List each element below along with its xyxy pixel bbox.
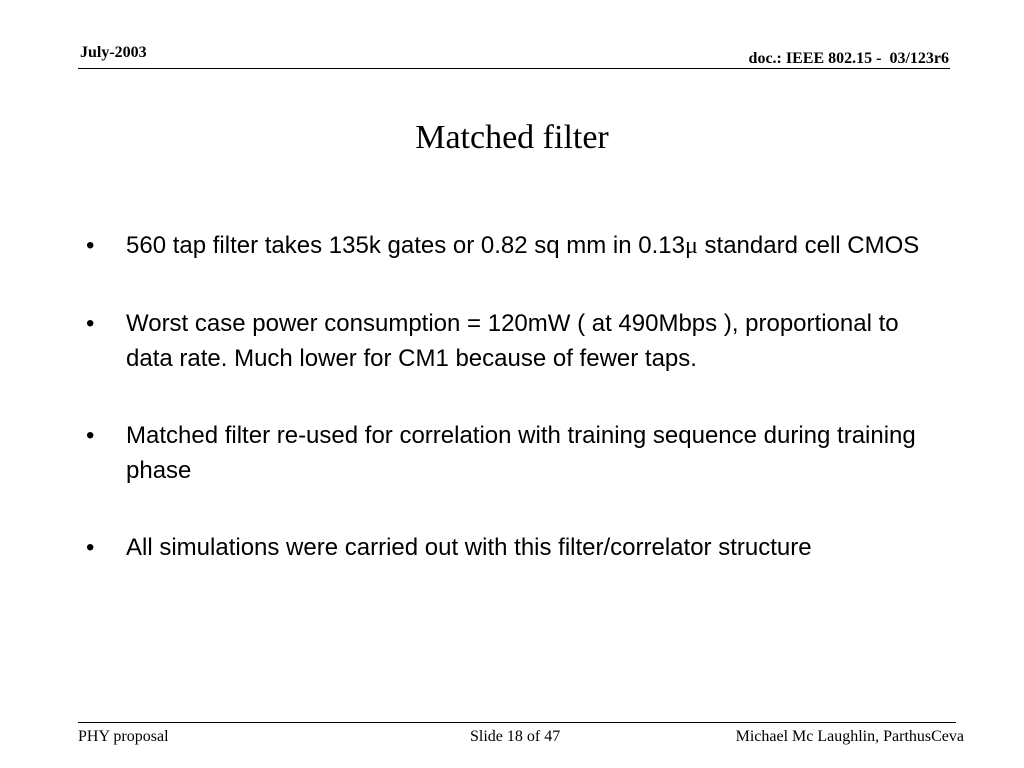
bullet-item [86, 418, 946, 488]
footer-author: Michael Mc Laughlin, ParthusCeva [735, 728, 964, 745]
header-divider [78, 68, 950, 69]
bullet-item [86, 306, 946, 376]
bullet-marker: • [86, 422, 95, 449]
bullet-item [86, 228, 946, 264]
bullet-list [86, 228, 946, 565]
bullet-text: All simulations were carried out with this filter/correlator structure [126, 534, 812, 561]
header-date: July-2003 [80, 44, 147, 61]
slide-title: Matched filter [415, 119, 609, 156]
bullet-text-part: 560 tap filter takes 135k gates or 0.82 sq mm in 0.13 [126, 232, 685, 259]
footer-slide-number: Slide 18 of 47 [470, 728, 561, 745]
footer-divider [78, 722, 956, 723]
bullet-text: Worst case power consumption = 120mW ( at 490Mbps ), proportional to data rate. Much lower for CM1 because of fewer taps. [126, 310, 899, 372]
micron-symbol: μ [684, 233, 698, 259]
bullet-marker: • [86, 534, 95, 561]
bullet-text: Matched filter re-used for correlation with training sequence during training phase [126, 422, 916, 484]
bullet-marker: • [86, 310, 95, 337]
bullet-item [86, 530, 946, 565]
header-doc-id: doc.: IEEE 802.15 - 03/123r6 [748, 50, 949, 67]
bullet-marker: • [86, 232, 95, 259]
bullet-text [126, 232, 919, 259]
bullet-text-part: standard cell CMOS [697, 232, 920, 259]
footer-left: PHY proposal [78, 728, 169, 745]
